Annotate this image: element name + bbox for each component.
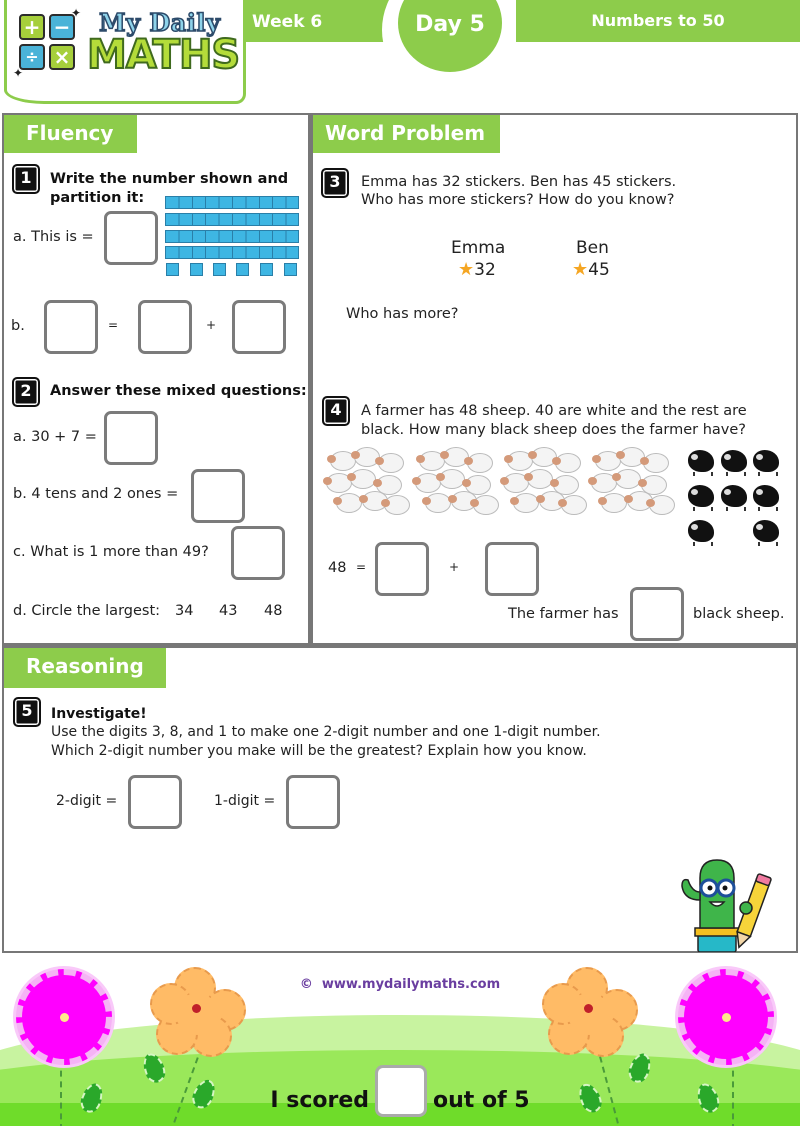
pink-flower-icon [678, 969, 774, 1065]
q4-white-sheep-box[interactable] [375, 542, 429, 596]
question-number-2: 2 [12, 377, 40, 407]
tens-rod-icon [165, 230, 299, 243]
two-digit-label: 2-digit = [56, 793, 118, 809]
black-sheep-icon [753, 520, 779, 542]
white-sheep-flock-icon [589, 445, 673, 519]
score-line [0, 1085, 800, 1117]
equals-sign: = [356, 560, 367, 574]
ones-cube-icon [284, 263, 297, 276]
day-badge: Day 5 [398, 0, 502, 72]
equals-sign: = [108, 318, 119, 332]
score-box[interactable] [375, 1065, 427, 1117]
black-sheep-icon [753, 450, 779, 472]
ben-sticker-count: ★45 [572, 259, 610, 280]
q1b-tens-box[interactable] [138, 300, 192, 354]
ones-cube-icon [190, 263, 203, 276]
question-number-5: 5 [13, 697, 41, 727]
q1-instruction-line2: partition it: [50, 190, 145, 206]
q2c-answer-box[interactable] [231, 526, 285, 580]
score-prefix: I scored [270, 1088, 369, 1113]
q1a-label: a. This is = [13, 229, 94, 245]
plus-tile-icon: + [19, 14, 45, 40]
black-sheep-icon [688, 485, 714, 507]
q3-line2: Who has more stickers? How do you know? [361, 192, 675, 208]
q2d-label: d. Circle the largest: [13, 603, 161, 619]
q4-answer-prefix: The farmer has [508, 606, 619, 622]
ones-cube-icon [166, 263, 179, 276]
q3-line1: Emma has 32 stickers. Ben has 45 stickers. [361, 174, 677, 190]
section-title-fluency: Fluency [4, 115, 137, 153]
tens-rod-icon [165, 196, 299, 209]
logo-tiles [19, 14, 79, 74]
person-name-emma: Emma [451, 238, 506, 258]
q4-equation-total: 48 [328, 560, 347, 576]
question-number-3: 3 [321, 168, 349, 198]
tens-rod-icon [165, 246, 299, 259]
black-sheep-icon [688, 450, 714, 472]
orange-flower-icon [542, 967, 638, 1053]
q1b-total-box[interactable] [44, 300, 98, 354]
topic-label: Numbers to 50 [516, 0, 800, 42]
black-sheep-icon [688, 520, 714, 542]
black-sheep-icon [721, 485, 747, 507]
q1-instruction-line1: Write the number shown and [50, 171, 289, 187]
score-suffix: out of 5 [433, 1088, 530, 1113]
star-icon: ★ [458, 259, 475, 280]
black-sheep-icon [753, 485, 779, 507]
white-sheep-flock-icon [324, 445, 408, 519]
emma-sticker-count: ★32 [458, 259, 496, 280]
one-digit-answer-box[interactable] [286, 775, 340, 829]
footer [0, 955, 800, 1126]
divide-tile-icon: ÷ [19, 44, 45, 70]
q5-heading: Investigate! [51, 706, 147, 722]
white-sheep-flock-icon [501, 445, 585, 519]
tens-rod-icon [165, 213, 299, 226]
ones-cube-icon [213, 263, 226, 276]
white-sheep-flock-icon [413, 445, 497, 519]
q2a-label: a. 30 + 7 = [13, 429, 97, 445]
q1b-ones-box[interactable] [232, 300, 286, 354]
copyright-notice [0, 977, 800, 992]
q4-line2: black. How many black sheep does the farmer have? [361, 422, 746, 438]
week-label: Week 6 [246, 0, 396, 42]
one-digit-label: 1-digit = [214, 793, 276, 809]
question-number-4: 4 [322, 396, 350, 426]
multiply-tile-icon: × [49, 44, 75, 70]
q4-answer-box[interactable] [630, 587, 684, 641]
q1a-answer-box[interactable] [104, 211, 158, 265]
sparkle-icon: ✦ [71, 6, 82, 20]
star-icon: ★ [572, 259, 589, 280]
q2d-option-34[interactable]: 34 [175, 603, 194, 619]
q4-black-sheep-box[interactable] [485, 542, 539, 596]
q1b-label: b. [11, 318, 25, 334]
website-link[interactable]: www.mydailymaths.com [321, 977, 501, 992]
plus-sign: + [206, 318, 217, 332]
q2c-label: c. What is 1 more than 49? [13, 544, 209, 560]
minus-tile-icon: − [49, 14, 75, 40]
plus-sign: + [449, 560, 460, 574]
q2-instruction: Answer these mixed questions: [50, 383, 307, 399]
q4-line1: A farmer has 48 sheep. 40 are white and the rest are [361, 403, 747, 419]
section-title-reasoning: Reasoning [4, 648, 166, 688]
q2d-option-48[interactable]: 48 [264, 603, 283, 619]
logo [4, 0, 246, 104]
q2d-option-43[interactable]: 43 [219, 603, 238, 619]
q3-prompt: Who has more? [346, 306, 459, 322]
logo-text-my-daily: My Daily [99, 8, 221, 37]
question-number-1: 1 [12, 164, 40, 194]
ones-cube-icon [260, 263, 273, 276]
ones-cube-icon [236, 263, 249, 276]
logo-text-maths: MATHS [87, 32, 240, 78]
q5-line2: Which 2-digit number you make will be the greatest? Explain how you know. [51, 743, 587, 759]
q4-answer-suffix: black sheep. [693, 606, 785, 622]
q2a-answer-box[interactable] [104, 411, 158, 465]
black-sheep-icon [721, 450, 747, 472]
q5-line1: Use the digits 3, 8, and 1 to make one 2-digit number and one 1-digit number. [51, 724, 601, 740]
section-title-word-problem: Word Problem [313, 115, 500, 153]
copyright-icon: © [299, 977, 313, 992]
cactus-mascot-icon [672, 856, 776, 952]
sparkle-icon: ✦ [13, 66, 24, 80]
q2b-answer-box[interactable] [191, 469, 245, 523]
q2b-label: b. 4 tens and 2 ones = [13, 486, 179, 502]
two-digit-answer-box[interactable] [128, 775, 182, 829]
person-name-ben: Ben [576, 238, 609, 258]
